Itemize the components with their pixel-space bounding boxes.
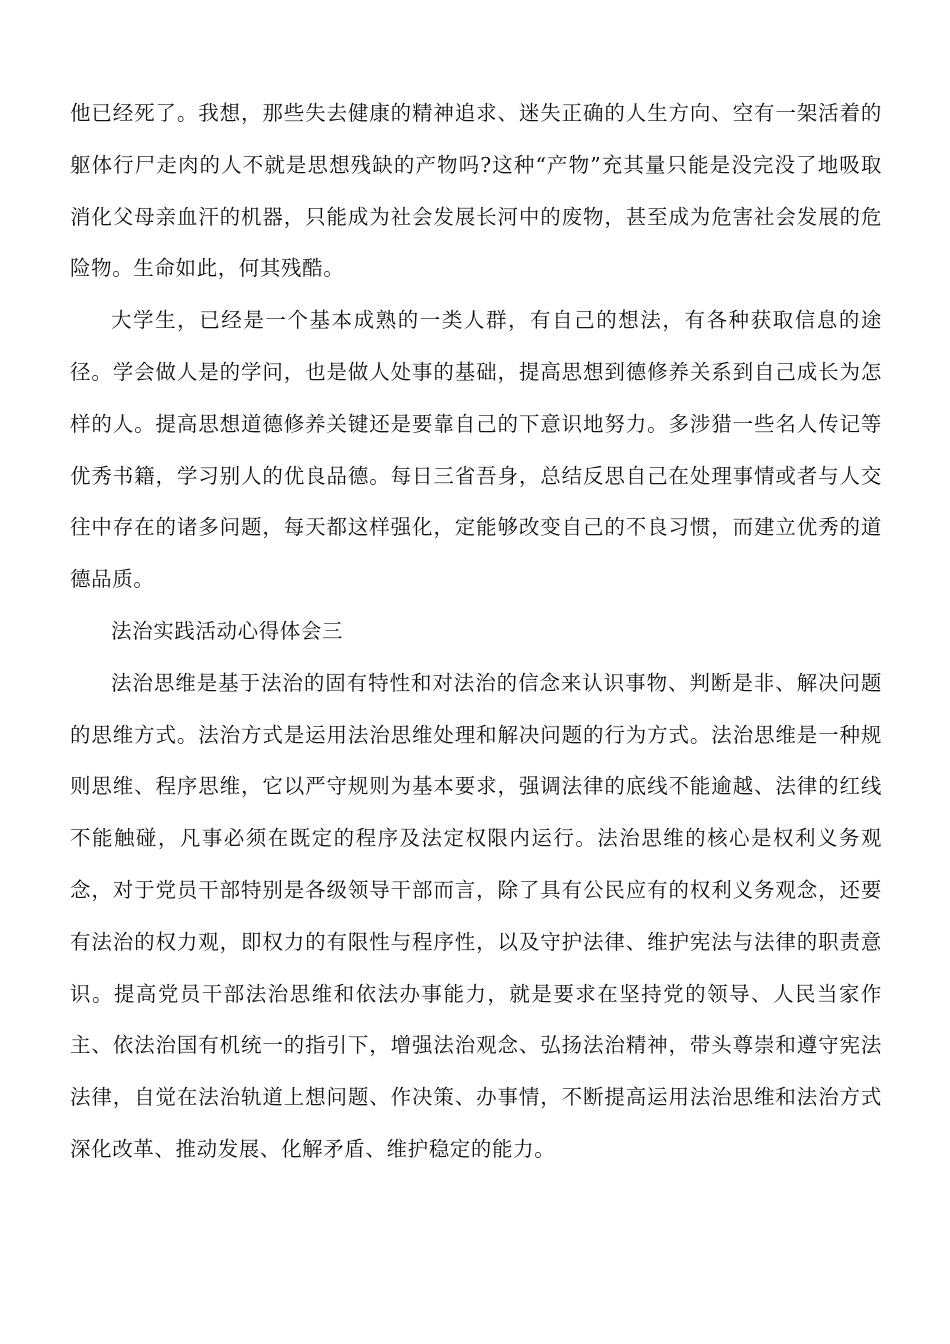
- document-page: [70, 88, 882, 1176]
- paragraph-3: 法治思维是基于法治的固有特性和对法治的信念来认识事物、判断是非、解决问题的思维方式。法治方式是运用法治思维处理和解决问题的行为方式。法治思维是一种规则思维、程序思维，它以严守规则为基本要求，强调法律的底线不能逾越、法律的红线不能触碰，凡事必须在既定的程序及法定权限内运行。法治思维的核心是权利义务观念，对于党员干部特别是各级领导干部而言，除了具有公民应有的权利义务观念，还要有法治的权力观，即权力的有限性与程序性，以及守护法律、维护宪法与法律的职责意识。提高党员干部法治思维和依法办事能力，就是要求在坚持党的领导、人民当家作主、依法治国有机统一的指引下，增强法治观念、弘扬法治精神，带头尊崇和遵守宪法法律，自觉在法治轨道上想问题、作决策、办事情，不断提高运用法治思维和法治方式深化改革、推动发展、化解矛盾、维护稳定的能力。: [70, 670, 882, 1161]
- paragraph-1: 他已经死了。我想，那些失去健康的精神追求、迷失正确的人生方向、空有一架活着的躯体行尸走肉的人不就是思想残缺的产物吗?这种“产物”充其量只能是没完没了地吸取消化父母亲血汗的机器，只能成为社会发展长河中的废物，甚至成为危害社会发展的危险物。生命如此，何其残酷。: [70, 101, 882, 281]
- section-title: 法治实践活动心得体会三: [111, 618, 344, 643]
- paragraph-2: 大学生，已经是一个基本成熟的一类人群，有自己的想法，有各种获取信息的途径。学会做人是的学问，也是做人处事的基础，提高思想到德修养关系到自己成长为怎样的人。提高思想道德修养关键还是要靠自己的下意识地努力。多涉猎一些名人传记等优秀书籍，学习别人的优良品德。每日三省吾身，总结反思自己在处理事情或者与人交往中存在的诸多问题，每天都这样强化，定能够改变自己的不良习惯，而建立优秀的道德品质。: [70, 308, 882, 592]
